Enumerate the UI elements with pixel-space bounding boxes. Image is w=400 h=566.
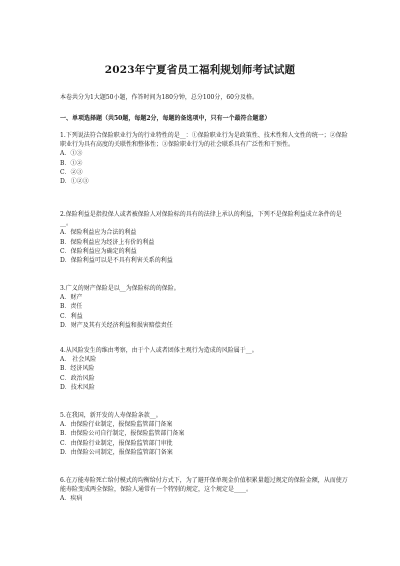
option-d: D．保险利益可以是不具有利害关系的利益 (60, 257, 173, 265)
option-b: B．经济风险 (60, 365, 95, 373)
question-stem: 5.在我国，新开发的人寿保险条款__。 (60, 412, 162, 419)
option-b: B．①② (60, 159, 83, 167)
option-c: C．保险利益应为确定的利益 (60, 247, 137, 255)
option-a: A．保险利益应为合法的利益 (60, 229, 137, 237)
question-stem: 6.在万能寿险死亡给付模式的均衡给付方式下，为了避开保单现金价值积累量超过规定的保险金额，从而使万能寿险变成两全保险，保险人通常有一个特别的规定，这个规定是____。 (60, 477, 348, 494)
question-1 (60, 131, 350, 186)
option-a: A．由保险行业制定，报保险监管部门备案 (60, 421, 173, 429)
option-a: A．财产 (60, 294, 83, 302)
option-c: C．政治风险 (60, 374, 95, 382)
question-4 (60, 346, 350, 392)
question-stem: 2.保险利益是指投保人或者被保险人对保险标的具有的法律上承认的利益，下列不是保险利益成立条件的是__。 (60, 211, 342, 228)
option-c: C．利益 (60, 312, 83, 320)
option-a: A． 社会风险 (60, 356, 97, 364)
question-stem: 4.从风险发生的维由考察，由于个人或者团体主观行为造成的风险属于__。 (60, 347, 258, 354)
option-b: B．保险利益应为经济上有价的利益 (60, 238, 155, 246)
section-heading: 一、单项选择题（共50题，每题2分，每题的备选项中，只有一个最符合题意） (60, 115, 271, 122)
question-stem: 3.广义的财产保险是以__为保险标的的保险。 (60, 285, 180, 292)
question-6 (60, 476, 350, 504)
question-5 (60, 411, 350, 457)
option-d: D．技术风险 (60, 383, 95, 391)
option-c: C．由保险行业制定，报保险监管部门审批 (60, 439, 173, 447)
option-b: B．由保险公司自行制定，报保险监管部门备案 (60, 430, 185, 438)
option-d: D．①②③ (60, 178, 89, 186)
option-b: B．责任 (60, 303, 83, 311)
option-a: A．疾病 (60, 495, 83, 503)
question-3 (60, 284, 350, 330)
option-d: D．由保险公司制定，报保险监管部门备案 (60, 448, 173, 456)
option-d: D．财产及其有关经济利益和损害赔偿责任 (60, 321, 173, 329)
question-stem: 1.下列说法符合保险职业行为的行业特性的是__：①保险职业行为是政策性、技术性和人文性的统一；②保险职业行为具有高度的关联性和整体性；③保险职业行为的社会联系具有广泛性和干预性。 (60, 132, 348, 149)
exam-intro: 本卷共分为1大题50小题，作答时间为180分钟，总分100分，60分及格。 (60, 94, 258, 101)
option-a: A．①③ (60, 150, 83, 158)
option-c: C．②③ (60, 168, 83, 176)
page-title: 2023年宁夏省员工福利规划师考试试题 (104, 64, 296, 76)
question-2 (60, 210, 350, 265)
